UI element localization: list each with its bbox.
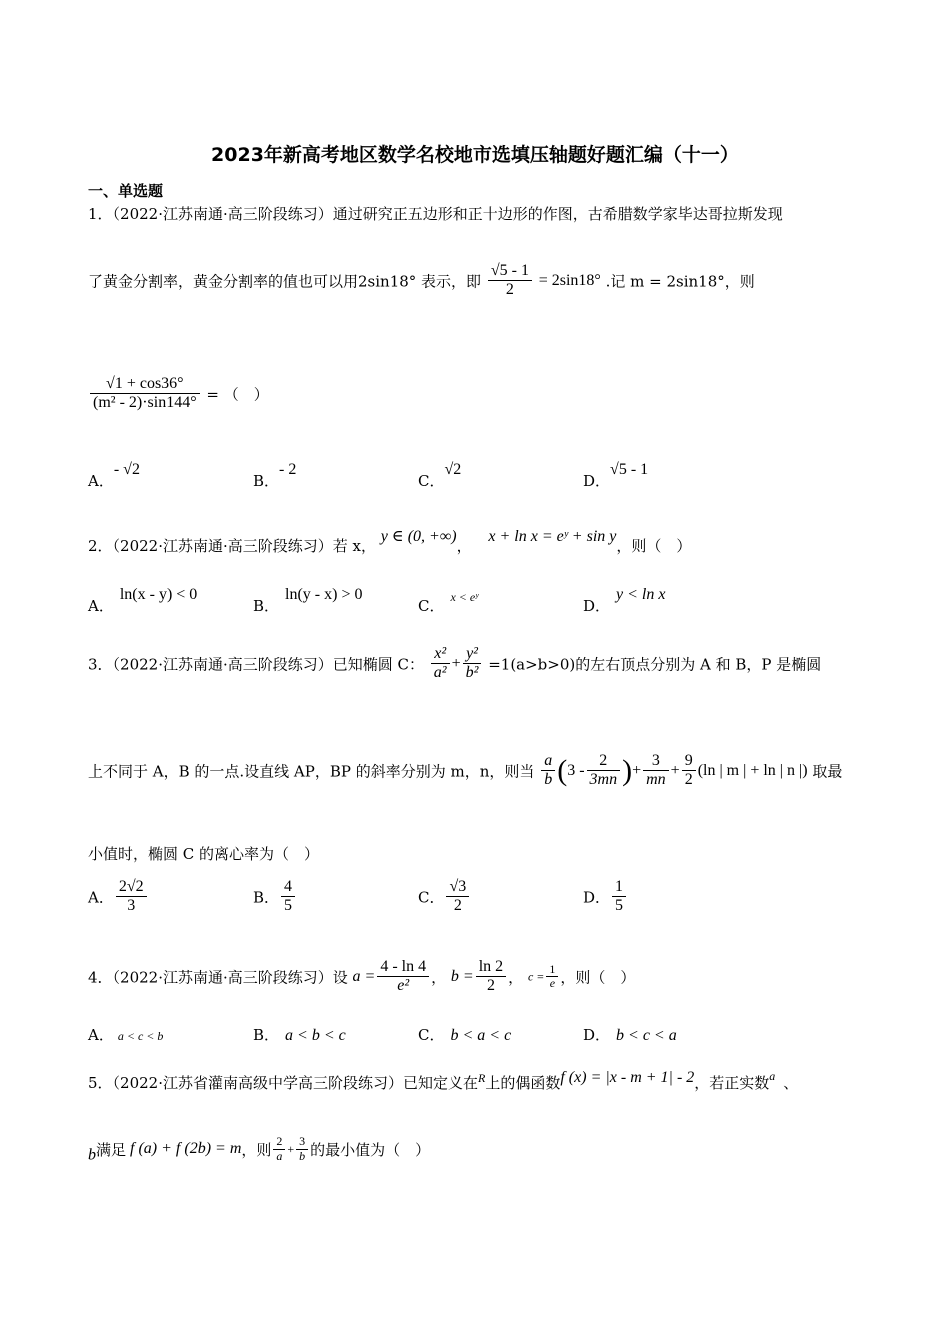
option-label: A． — [88, 1026, 114, 1044]
q3-stem-line2 — [88, 752, 842, 790]
option-label: D． — [583, 1026, 611, 1044]
q5-b: b — [88, 1146, 96, 1164]
q5-text-d: 、 — [783, 1074, 799, 1092]
option-den: 2 — [453, 897, 462, 915]
q5-stem-line1 — [88, 1069, 799, 1093]
q4-option-d — [583, 1024, 677, 1045]
q2-cond1: y ∈ (0, +∞) — [380, 528, 457, 545]
q2-option-d — [583, 586, 666, 616]
q4-c-num: 1 — [546, 963, 558, 978]
q5-function: f (x) = |x - m + 1| - 2 — [560, 1069, 695, 1086]
q2-text-a: 2．（2022·江苏南通·高三阶段练习）若 x， — [88, 537, 376, 555]
q1-expression — [88, 375, 269, 413]
section-heading: 一、单选题 — [88, 182, 164, 200]
q5-plus: + — [287, 1141, 295, 1156]
q4-b-fraction — [476, 958, 506, 996]
q4-text-b: ，则（ ） — [560, 968, 636, 987]
q3-text-b: =1(a>b>0)的左右顶点分别为 A 和 B，P 是椭圆 — [488, 655, 822, 674]
q3-option-a — [88, 878, 149, 916]
q1-option-d — [583, 461, 649, 491]
q3-frac-num: 9 — [682, 752, 696, 771]
option-label: A． — [88, 472, 114, 490]
q1-expr-den: (m² - 2)·sin144° — [93, 394, 197, 412]
option-label: B． — [253, 472, 280, 490]
option-label: B． — [253, 888, 280, 907]
q3-frac-ab — [541, 752, 555, 790]
q3-stem-line3: 小值时，椭圆 C 的离心率为（ ） — [88, 845, 320, 863]
q4-b-den: 2 — [486, 977, 495, 995]
option-label: A． — [88, 597, 114, 615]
q2-option-a — [88, 586, 198, 616]
q3-plus1: + — [632, 761, 642, 779]
q4-option-c — [418, 1024, 511, 1045]
q3-frac-den: mn — [646, 771, 666, 789]
q4-stem — [88, 958, 635, 996]
option-fraction — [446, 878, 469, 916]
option-den: 5 — [284, 897, 293, 915]
q5-text-e: 满足 — [96, 1140, 127, 1159]
q2-stem — [88, 528, 692, 556]
q4-a-lhs: a = — [352, 967, 376, 985]
option-value: x < eʸ — [450, 590, 479, 604]
q1-expr-fraction — [90, 375, 200, 413]
q1-option-b — [253, 461, 297, 491]
option-label: C． — [418, 597, 445, 615]
q2-text-b: ，则（ ） — [616, 537, 692, 555]
option-den: 5 — [615, 897, 624, 915]
q5-frac-den: b — [299, 1148, 306, 1163]
option-label: C． — [418, 888, 445, 907]
q5-R: R — [478, 1071, 486, 1085]
q3-paren-open: ( — [557, 753, 568, 787]
option-num: √3 — [446, 878, 469, 897]
q4-c-den: e — [549, 976, 556, 991]
q4-a-den: e² — [397, 977, 410, 995]
q3-frac-9-2 — [682, 752, 696, 790]
q1-option-a — [88, 461, 140, 491]
q3-expr-three: 3 - — [567, 761, 585, 779]
q3-frac-ab-num: a — [541, 752, 555, 771]
option-value: y < ln x — [616, 586, 666, 603]
option-value: - √2 — [113, 461, 140, 478]
q3-frac-x — [431, 645, 450, 683]
option-label: D． — [583, 597, 611, 615]
q4-comma: ， — [508, 968, 524, 987]
q3-frac-y — [463, 645, 482, 683]
q1-expr-num: √1 + cos36° — [90, 375, 200, 394]
q4-text-a: 4．（2022·江苏南通·高三阶段练习）设 — [88, 968, 348, 987]
q3-plus: + — [451, 654, 461, 672]
q4-c-fraction — [546, 963, 558, 992]
q3-option-b — [253, 878, 297, 916]
option-fraction — [612, 878, 626, 916]
q1-frac-num: √5 - 1 — [488, 262, 532, 281]
q5-text-f: ，则 — [241, 1140, 272, 1159]
q3-plus2: + — [670, 761, 680, 779]
option-value: ln(y - x) > 0 — [285, 586, 363, 603]
option-value: b < a < c — [450, 1027, 512, 1044]
option-value: a < b < c — [285, 1027, 346, 1044]
q1-expr-tail: = （ ） — [206, 385, 269, 404]
q1-stem-line1: 1．（2022·江苏南通·高三阶段练习）通过研究正五边形和正十边形的作图，古希腊数学家毕达哥拉斯发现 — [88, 205, 783, 223]
option-value: a < c < b — [117, 1029, 164, 1043]
option-num: 2√2 — [116, 878, 147, 897]
q3-frac-num: 3 — [643, 752, 669, 771]
option-value: ln(x - y) < 0 — [119, 586, 198, 603]
q2-option-b — [253, 586, 363, 616]
q1-text-b: .记 m = 2sin18°，则 — [605, 272, 755, 291]
q5-text-b: 上的偶函数 — [485, 1074, 561, 1092]
q3-frac-3-mn — [643, 752, 669, 790]
q5-frac-num: 2 — [273, 1135, 285, 1150]
q5-frac-num: 3 — [296, 1135, 308, 1150]
option-fraction — [116, 878, 147, 916]
q3-frac-x-num: x² — [431, 645, 450, 664]
q3-text-c: 上不同于 A，B 的一点.设直线 AP，BP 的斜率分别为 m，n，则当 — [88, 762, 535, 781]
q3-stem-line1 — [88, 645, 821, 683]
q3-paren-close: ) — [622, 753, 633, 787]
option-label: C． — [418, 1026, 445, 1044]
option-value: b < c < a — [616, 1027, 677, 1044]
q1-stem-line2 — [88, 262, 755, 300]
q3-option-c — [418, 878, 471, 916]
q1-fraction — [488, 262, 532, 300]
q4-a-num: 4 - ln 4 — [377, 958, 429, 977]
option-label: B． — [253, 1026, 280, 1044]
option-num: 1 — [612, 878, 626, 897]
option-label: D． — [583, 472, 611, 490]
q1-eq-rhs: = 2sin18° — [538, 271, 601, 289]
q4-option-b — [253, 1024, 346, 1045]
q1-option-c — [418, 461, 462, 491]
option-fraction — [281, 878, 295, 916]
q4-comma: ， — [431, 968, 447, 987]
option-label: D． — [583, 888, 611, 907]
q3-frac-den: 3mn — [589, 771, 618, 789]
q4-a-fraction — [377, 958, 429, 996]
q1-text-a: 了黄金分割率，黄金分割率的值也可以用2sin18° 表示，即 — [88, 272, 482, 291]
page-title: 2023年新高考地区数学名校地市选填压轴题好题汇编（十一） — [211, 144, 739, 166]
q3-frac-2-3mn — [587, 752, 621, 790]
q5-text-a: 5．（2022·江苏省灌南高级中学高三阶段练习）已知定义在 — [88, 1074, 478, 1092]
q3-text-d: 取最 — [812, 762, 843, 781]
option-value: √5 - 1 — [610, 461, 649, 478]
option-label: C． — [418, 472, 445, 490]
q2-cond2: x + ln x = eʸ + sin y — [488, 528, 617, 545]
q5-frac-2a — [273, 1135, 285, 1164]
q3-text-a: 3．（2022·江苏南通·高三阶段练习）已知椭圆 C： — [88, 655, 425, 674]
q3-option-d — [583, 878, 628, 916]
q3-frac-den: 2 — [684, 771, 693, 789]
q5-stem-line2 — [88, 1135, 430, 1164]
q3-frac-y-den: b² — [465, 664, 479, 682]
q5-text-c: ，若正实数 — [694, 1074, 770, 1092]
q3-frac-x-den: a² — [433, 664, 447, 682]
q4-c-lhs: c = — [527, 969, 545, 984]
option-num: 4 — [281, 878, 295, 897]
q3-frac-ab-den: b — [544, 771, 553, 789]
option-value: √2 — [444, 461, 462, 478]
option-value: - 2 — [279, 461, 297, 478]
q5-text-g: 的最小值为（ ） — [310, 1140, 431, 1159]
q3-frac-y-num: y² — [463, 645, 482, 664]
q3-ln-term: (ln | m | + ln | n |) — [697, 761, 808, 779]
q1-frac-den: 2 — [505, 281, 514, 299]
q3-frac-num: 2 — [587, 752, 621, 771]
q5-frac-3b — [296, 1135, 308, 1164]
q4-b-lhs: b = — [450, 967, 474, 985]
q2-option-c — [418, 590, 479, 616]
option-label: B． — [253, 597, 280, 615]
q5-a: a — [769, 1069, 776, 1083]
q4-b-num: ln 2 — [476, 958, 506, 977]
option-label: A． — [88, 888, 114, 907]
q2-sep: ， — [456, 537, 472, 555]
option-den: 3 — [127, 897, 136, 915]
q5-condition: f (a) + f (2b) = m — [130, 1140, 242, 1158]
q4-option-a — [88, 1024, 163, 1045]
q5-frac-den: a — [276, 1148, 283, 1163]
